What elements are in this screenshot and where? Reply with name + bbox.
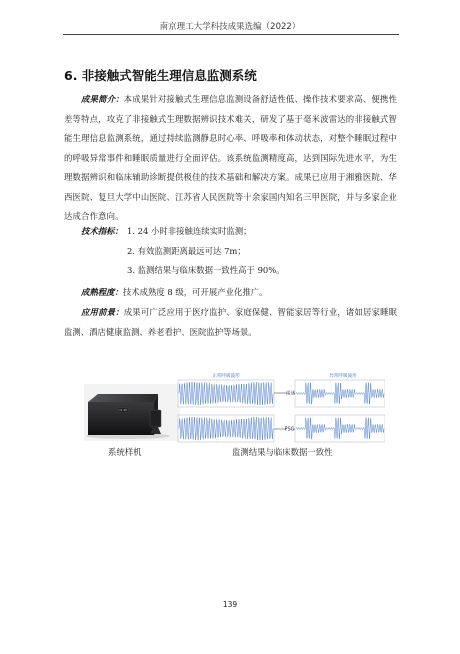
intro-label: 成果简介： [81,94,124,104]
applications-text: 成果可广泛应用于医疗监护、家庭保健、智能家居等行业，诸如居家睡眠监测、酒店健康监测、养老看护、医院监护等场景。 [64,307,398,337]
intro-text: 本成果针对接触式生理信息监测设备舒适性低、操作技术要求高、便携性差等特点，攻克了非接触式生理数据辨识技术难关，研发了基于毫米波雷达的非接触式智能生理信息监测系统，通过持续监测静息时心率、呼吸率和体动状态，对整个睡眠过程中的呼吸异常事件和睡眠质量进行全面评估。该系统监测精度高，达到国际先进水平，为生理数据辨识和临床辅助诊断提供极佳的技术基础和解决方案。成果已应用于湘雅医院、华西医院、复旦大学中山医院、江苏省人民医院等十余家国内知名三甲医院，并与多家企业达成合作意向。 [64,94,397,221]
device-photo [84,384,180,441]
abnormal-wave-title: 异常呼吸波形 [329,374,357,379]
maturity-paragraph [64,283,414,303]
device-caption: 系统样机 [108,447,142,457]
device-top [88,394,158,402]
tech-label: 技术指标： [81,226,123,236]
page-number: 139 [222,600,238,609]
radar-label: 雷达 [285,391,296,397]
intro-paragraph [64,90,397,227]
tech-item-1: 1. 24 小时非接触连续实时监测； [127,226,252,236]
waveform-caption: 监测结果与临床数据一致性 [232,447,333,457]
waveform-comparison [175,372,385,451]
tech-item-2: 2. 有效监测距离最远可达 7m； [127,245,246,256]
applications-label: 应用前景： [81,307,124,317]
psg-label: PSG [284,427,295,433]
header-rule [63,34,399,35]
device-body [88,402,154,435]
tech-row-1 [64,222,397,242]
normal-wave-title: 正常呼吸波形 [212,374,240,379]
running-header: 南京理工大学科技成果选编（2022） [159,22,301,32]
section-title: 6. 非接触式智能生理信息监测系统 [64,68,257,83]
radar-sensor [150,410,161,427]
applications-paragraph [64,303,397,342]
tech-item-3: 3. 监测结果与临床数据一致性高于 90%。 [127,265,285,275]
device-display-text: 12:00 [119,409,127,413]
tech-specs [64,222,397,281]
maturity-text: 技术成熟度 8 级，可开展产业化推广。 [122,287,268,297]
maturity-label: 成熟程度： [81,287,123,297]
